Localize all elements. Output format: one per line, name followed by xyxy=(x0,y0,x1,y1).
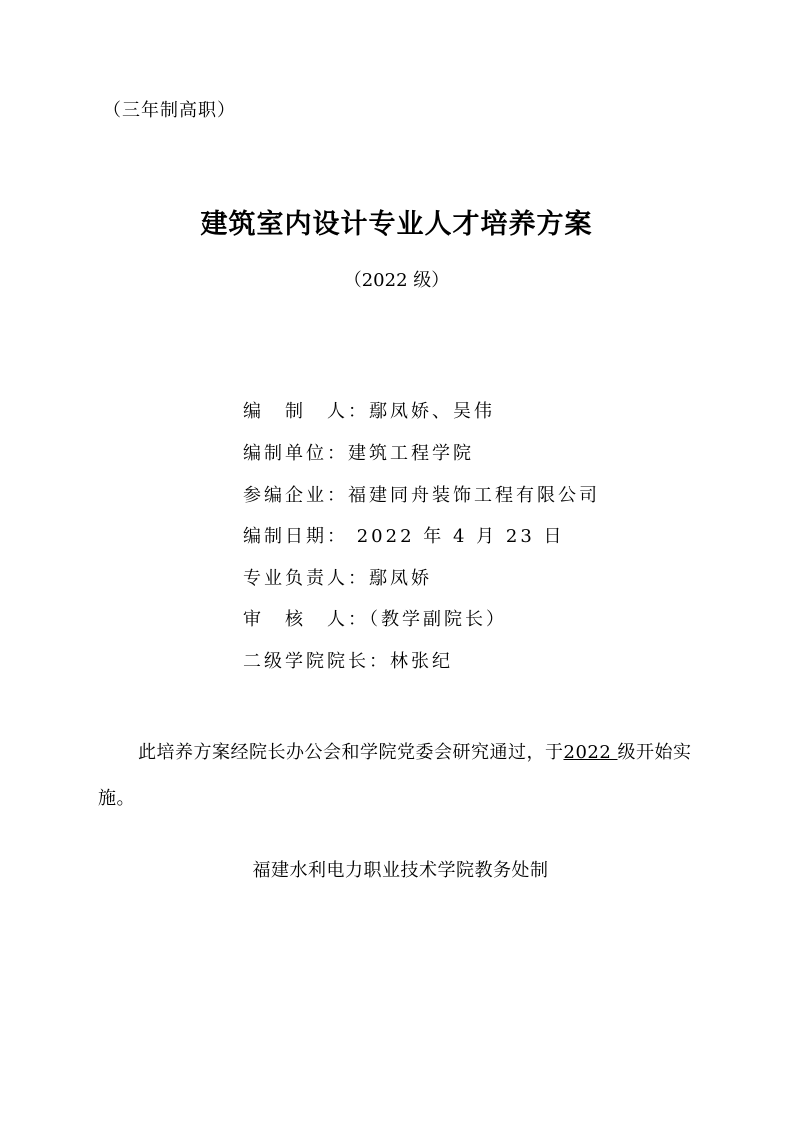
document-title: 建筑室内设计专业人才培养方案 xyxy=(200,209,593,240)
meta-label: 参编企业： xyxy=(243,485,348,506)
meta-row-reviewer xyxy=(243,607,507,633)
meta-row-compiler xyxy=(243,399,495,425)
meta-value: 鄢凤娇 xyxy=(369,568,432,589)
approval-year: 2022 xyxy=(563,742,618,763)
footer-organization: 福建水利电力职业技术学院教务处制 xyxy=(252,860,549,881)
meta-value: 2022 年 4 月 23 日 xyxy=(348,526,565,547)
meta-label: 编制日期： xyxy=(243,526,348,547)
approval-text-after: 级开始实施。 xyxy=(98,742,692,809)
meta-row-date xyxy=(243,524,565,550)
meta-label: 专业负责人： xyxy=(243,568,369,589)
meta-row-unit xyxy=(243,441,474,467)
meta-value: 建筑工程学院 xyxy=(348,443,474,464)
meta-row-program-lead xyxy=(243,566,432,592)
document-subtitle: （2022 级） xyxy=(343,270,450,291)
meta-value: 林张纪 xyxy=(390,651,453,672)
meta-label: 编制单位： xyxy=(243,443,348,464)
header-note: （三年制高职） xyxy=(103,100,236,121)
meta-value: 鄢凤娇、吴伟 xyxy=(369,401,495,422)
meta-value: （教学副院长） xyxy=(369,609,507,630)
meta-row-partner-company xyxy=(243,483,600,509)
meta-label: 审 核 人： xyxy=(243,609,369,630)
meta-value: 福建同舟装饰工程有限公司 xyxy=(348,485,600,506)
meta-row-dean xyxy=(243,649,453,675)
approval-paragraph xyxy=(98,730,698,822)
meta-label: 二级学院院长： xyxy=(243,651,390,672)
approval-text-before: 此培养方案经院长办公会和学院党委会研究通过，于 xyxy=(138,742,564,763)
meta-label: 编 制 人： xyxy=(243,401,369,422)
